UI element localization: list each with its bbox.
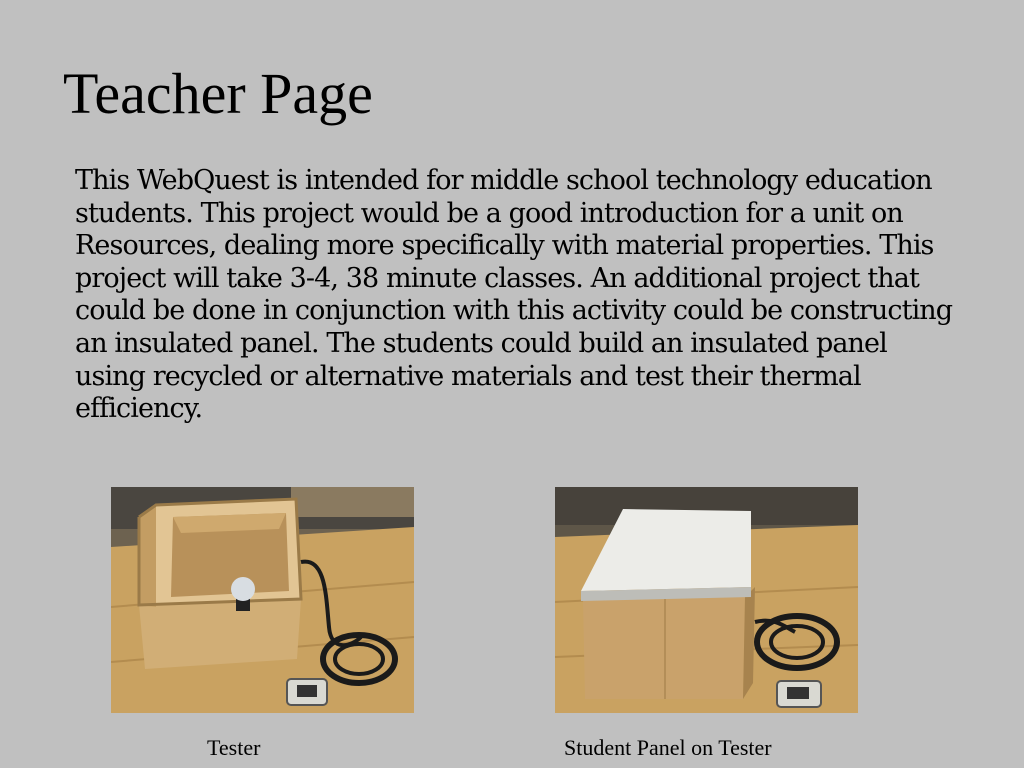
- tester-photo: [111, 487, 414, 713]
- tester-caption: Tester: [207, 735, 261, 760]
- student-panel-photo: [555, 487, 858, 713]
- body-paragraph: This WebQuest is intended for middle school technology education students. This project would be a good introduction for a unit on Resources, dealing more specifically with material properties. This project will take 3-4, 38 minute classes. An additional project that could be done in conjunction with this activity could be constructing an insulated panel. The students could build an insulated panel using recycled or alternative materials and test their thermal efficiency.: [75, 165, 953, 425]
- page-title: Teacher Page: [63, 61, 373, 126]
- student-panel-caption: Student Panel on Tester: [564, 735, 772, 760]
